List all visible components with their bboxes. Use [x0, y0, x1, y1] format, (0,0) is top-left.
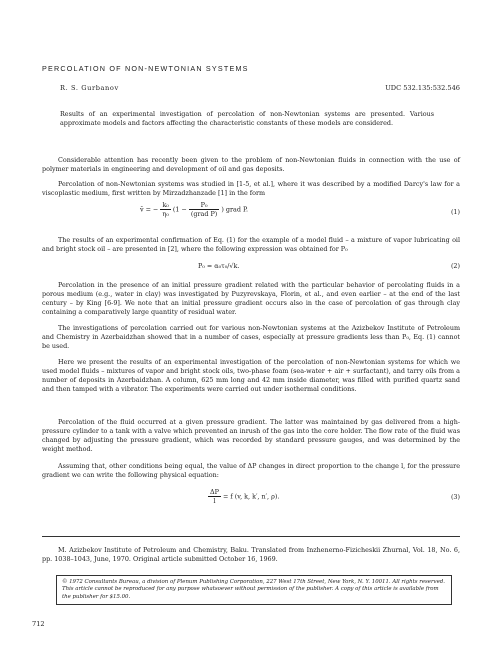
equation-1-rhs: grad P.: [225, 205, 249, 214]
equation-2-number: (2): [450, 262, 460, 270]
equation-1-p-numerator: P₀: [189, 201, 219, 210]
article-title: PERCOLATION OF NON-NEWTONIAN SYSTEMS: [42, 64, 249, 73]
affiliation-footnote: M. Azizbekov Institute of Petroleum and Chemistry, Baku. Translated from Inzhenerno-Fizicheskii Zhurnal, Vol. 18, No. 6, pp. 1038–1043, June, 1970. Original article submitted October 16, 1969.: [42, 546, 460, 563]
equation-1-k-denominator: η₀: [162, 210, 169, 218]
paragraph-initial-gradient: Percolation in the presence of an initial pressure gradient related with the particular behavior of percolating fluids in a porous medium (e.g., water in clay) was investigated by Puzyrevskaya, Florin, et al., and even earlier – at the end of the last century – by King [6-9]. We note that an initial pressure gradient occurs also in the case of percolation of gas through clay containing a comparatively large quantity of residual water.: [42, 281, 460, 316]
paragraph-investigations: The investigations of percolation carried out for various non-Newtonian systems at the Azizbekov Institute of Petroleum and Chemistry in Azerbaidzhan showed that in a number of cases, especially at pressure gradients less than P₀, Eq. (1) cannot be used.: [42, 324, 460, 350]
udc-code: UDC 532.135:532.546: [385, 84, 460, 92]
paragraph-experiment: Here we present the results of an experimental investigation of the percolation of non-Newtonian systems for which we used model fluids – mixtures of vapor and bright stock oils, two-phase foam (sea-water + air + surfactant), and tarry oils from a number of deposits in Azerbaidzhan. A column, 625 mm long and 42 mm inside diameter, was filled with purified quartz sand and then tamped with a vibrator. The experiments were carried out under isothermal conditions.: [42, 358, 460, 393]
equation-1-k-fraction: [160, 201, 170, 218]
paragraph-darcy: Percolation of non-Newtonian systems was studied in [1-5, et al.], where it was described by a modified Darcy's law for a viscoplastic medium, first written by Mirzadzhanzade [1] in the form: [42, 180, 460, 197]
equation-1: [140, 201, 248, 218]
paragraph-assumption: Assuming that, other conditions being equal, the value of ΔP changes in direct proportion to the change l, for the pressure gradient we can write the following physical equation:: [42, 462, 460, 479]
equation-3-denominator: l: [213, 497, 216, 505]
equation-1-p-fraction: [189, 201, 219, 218]
equation-1-number: (1): [450, 208, 460, 216]
equation-3-number: (3): [450, 493, 460, 501]
paragraph-intro: Considerable attention has recently been given to the problem of non-Newtonian fluids in connection with the use of polymer materials in engineering and development of oil and gas deposits.: [42, 156, 460, 173]
equation-1-p-denominator: (grad P): [190, 210, 218, 218]
equation-3: [208, 488, 279, 505]
abstract: Results of an experimental investigation of percolation of non-Newtonian systems are presented. Various approximate models and factors affecting the characteristic constants of these models are considered.: [60, 110, 434, 127]
equation-1-lhs: v̄ = −: [140, 205, 159, 214]
equation-1-k-numerator: k₀: [162, 201, 169, 209]
equation-2: P₀ = α₀τ₀/√k.: [198, 262, 240, 270]
page-number: 712: [32, 620, 45, 628]
equation-1-open-paren: (1 −: [172, 205, 187, 214]
paragraph-procedure: Percolation of the fluid occurred at a given pressure gradient. The latter was maintained by gas delivered from a high-pressure cylinder to a tank with a valve which prevented an inrush of the gas into the core holder. The flow rate of the fluid was changed by adjusting the pressure gradient, which was recorded by standard pressure gauges, and was determined by the weight method.: [42, 418, 460, 453]
paragraph-confirmation: The results of an experimental confirmation of Eq. (1) for the example of a model fluid – a mixture of vapor lubricating oil and bright stock oil – are presented in [2], where the following expression was obtained for P₀: [42, 236, 460, 253]
author-name: R. S. Gurbanov: [60, 84, 119, 92]
equation-1-close-paren: ): [221, 205, 224, 214]
copyright-notice: © 1972 Consultants Bureau, a division of Plenum Publishing Corporation, 227 West 17th Street, New York, N. Y. 10011. All rights reserved. This article cannot be reproduced for any purpose whatsoever without permission of the publisher. A copy of this article is available from the publisher for $15.00.: [56, 575, 452, 605]
equation-3-rhs: = f (v, k, k′, n′, ρ).: [222, 492, 280, 501]
equation-3-fraction: [208, 488, 221, 505]
footnote-divider: [42, 536, 460, 537]
equation-3-numerator: ΔP: [210, 488, 219, 496]
